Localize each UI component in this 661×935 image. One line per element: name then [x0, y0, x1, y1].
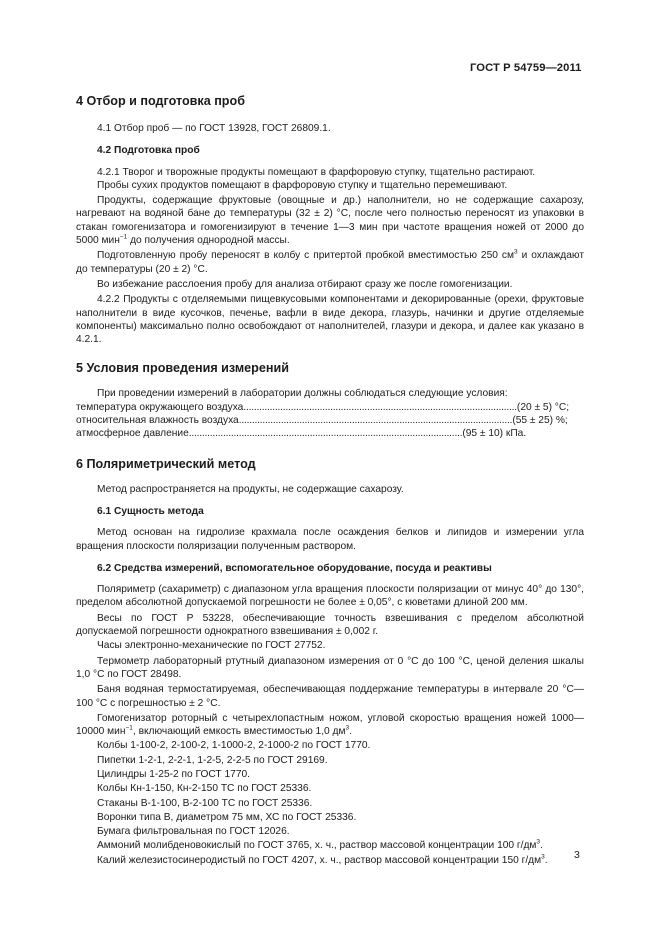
- condition-label: температура окружающего воздуха: [76, 401, 244, 413]
- leader-dots: ........................................................................................................: [238, 415, 513, 427]
- standard-header: ГОСТ Р 54759—2011: [470, 62, 582, 74]
- superscript: 3: [513, 248, 518, 256]
- item-clock: Часы электронно-механические по ГОСТ 27752.: [97, 640, 326, 652]
- section-4-title: 4 Отбор и подготовка проб: [76, 94, 245, 108]
- paragraph-6-1: Метод основан на гидролизе крахмала после осаждения белков и липидов и измерении угла вращения плоскости поляризации полученным раствором.: [76, 527, 584, 552]
- subsection-6-1-title: 6.1 Сущность метода: [97, 505, 204, 517]
- page-number: 3: [574, 849, 580, 861]
- condition-row-temperature: [76, 401, 570, 414]
- text-run: , включающий емкость вместимостью 1,0 дм: [132, 726, 346, 738]
- superscript: 3: [345, 724, 350, 732]
- text-run: Гомогенизатор роторный с четырехлопастным ножом, угловой скоростью вращения ножей 1000—10000 мин: [76, 712, 584, 738]
- section-6-intro: Метод распространяется на продукты, не содержащие сахарозу.: [97, 483, 404, 495]
- item-potassium-ferrocyanide: [76, 854, 584, 867]
- text-run: до получения однородной массы.: [127, 235, 290, 247]
- text-run: .: [349, 726, 352, 738]
- section-6-title: 6 Поляриметрический метод: [76, 456, 256, 471]
- item-filter-paper: Бумага фильтровальная по ГОСТ 12026.: [97, 826, 290, 838]
- item-cylinders: Цилиндры 1-25-2 по ГОСТ 1770.: [97, 768, 250, 780]
- section-5-title: 5 Условия проведения измерений: [76, 361, 289, 376]
- subsection-6-2-title: 6.2 Средства измерений, вспомогательное оборудование, посуда и реактивы: [97, 562, 492, 574]
- text-run: и охлаждают до температуры (20 ± 2) °С.: [76, 250, 584, 275]
- text-run: Аммоний молибденовокислый по ГОСТ 3765, х. ч., раствор массовой концентрации 100 г/дм: [97, 840, 537, 852]
- item-flasks: Колбы 1-100-2, 2-100-2, 1-1000-2, 2-1000-2 по ГОСТ 1770.: [97, 740, 371, 752]
- paragraph-4-2-1b: Пробы сухих продуктов помещают в фарфоровую ступку и тщательно перемешивают.: [97, 179, 508, 191]
- item-funnels: Воронки типа В, диаметром 75 мм, ХС по ГОСТ 25336.: [97, 811, 357, 823]
- text-run: Продукты, содержащие фруктовые (овощные и др.) наполнители, но не содержащие сахарозу, нагревают на водяной бане до температуры (32 ± 2) °С, после чего полностью переносят из упаковки в стакан гомогенизатора и гомогенизируют в течение 1—3 мин при частоте вращения ножей от 2000 до 5000 мин: [76, 195, 584, 247]
- leader-dots: ........................................................................................................: [188, 428, 463, 440]
- condition-value: (55 ± 25) %;: [512, 415, 568, 427]
- paragraph-4-1: 4.1 Отбор проб — по ГОСТ 13928, ГОСТ 26809.1.: [97, 123, 331, 134]
- superscript: 3: [536, 839, 541, 847]
- condition-value: (95 ± 10) кПа.: [462, 428, 527, 440]
- item-scales: Весы по ГОСТ Р 53228, обеспечивающие точность взвешивания с пределом абсолютной допускаемой погрешности однократного взвешивания ± 0,002 г.: [76, 612, 584, 638]
- item-water-bath: Баня водяная термостатируемая, обеспечивающая поддержание температуры в интервале 20 °С—100 °С с погрешностью ± 2 °С.: [76, 684, 584, 709]
- paragraph-4-2-1d: [76, 249, 584, 276]
- paragraph-4-2-1e: Во избежание расслоения пробу для анализа отбирают сразу же после гомогенизации.: [97, 278, 513, 290]
- condition-value: (20 ± 5) °С;: [516, 401, 570, 413]
- leader-dots: ........................................................................................................: [243, 401, 517, 413]
- condition-label: относительная влажность воздуха: [76, 415, 239, 427]
- text-run: Подготовленную пробу переносят в колбу с притертой пробкой вместимостью 250 см: [97, 250, 514, 262]
- text-run: .: [544, 854, 548, 866]
- item-ammonium-molybdate: [76, 839, 584, 852]
- paragraph-4-2-2: 4.2.2 Продукты с отделяемыми пищевкусовыми компонентами и декорированные (орехи, фруктовые наполнители в виде кусочков, печенье, вафли в виде декора, глазурь, начинки и другие отделяемые компоненты) максимально полно освобождают от наполнителей, глазури и декора, и далее как указано в 4.2.1.: [76, 294, 584, 346]
- superscript: 3: [541, 853, 545, 861]
- text-run: .: [540, 840, 543, 852]
- conditions-intro: При проведении измерений в лаборатории должны соблюдаться следующие условия:: [97, 388, 508, 400]
- condition-label: атмосферное давление: [76, 428, 189, 440]
- condition-row-pressure: [76, 427, 527, 440]
- subsection-4-2-title: 4.2 Подготовка проб: [97, 145, 200, 157]
- item-pipettes: Пипетки 1-2-1, 2-2-1, 1-2-5, 2-2-5 по ГОСТ 29169.: [97, 754, 328, 766]
- condition-row-humidity: [76, 414, 568, 427]
- item-polarimeter: Поляриметр (сахариметр) с диапазоном угла вращения плоскости поляризации от минус 40° до 130°, пределом абсолютной допускаемой погрешности не более ± 0,05°, с кюветами длиной 200 мм.: [76, 584, 584, 609]
- paragraph-4-2-1c: [76, 194, 584, 247]
- paragraph-4-2-1a: 4.2.1 Творог и творожные продукты помещают в фарфоровую ступку, тщательно растирают.: [97, 166, 536, 178]
- item-beakers: Стаканы В-1-100, В-2-100 ТС по ГОСТ 25336.: [97, 797, 313, 809]
- document-body: [76, 93, 584, 867]
- superscript: −1: [119, 233, 128, 241]
- superscript: −1: [125, 724, 133, 732]
- text-run: Калий железистосинеродистый по ГОСТ 4207, х. ч., раствор массовой концентрации 150 г/дм: [97, 854, 542, 866]
- item-thermometer: Термометр лабораторный ртутный диапазоном измерения от 0 °С до 100 °С, ценой деления шкалы 1,0 °С по ГОСТ 28498.: [76, 655, 584, 680]
- item-homogenizer: [76, 712, 584, 739]
- item-conical-flasks: Колбы Кн-1-150, Кн-2-150 ТС по ГОСТ 25336.: [97, 783, 312, 795]
